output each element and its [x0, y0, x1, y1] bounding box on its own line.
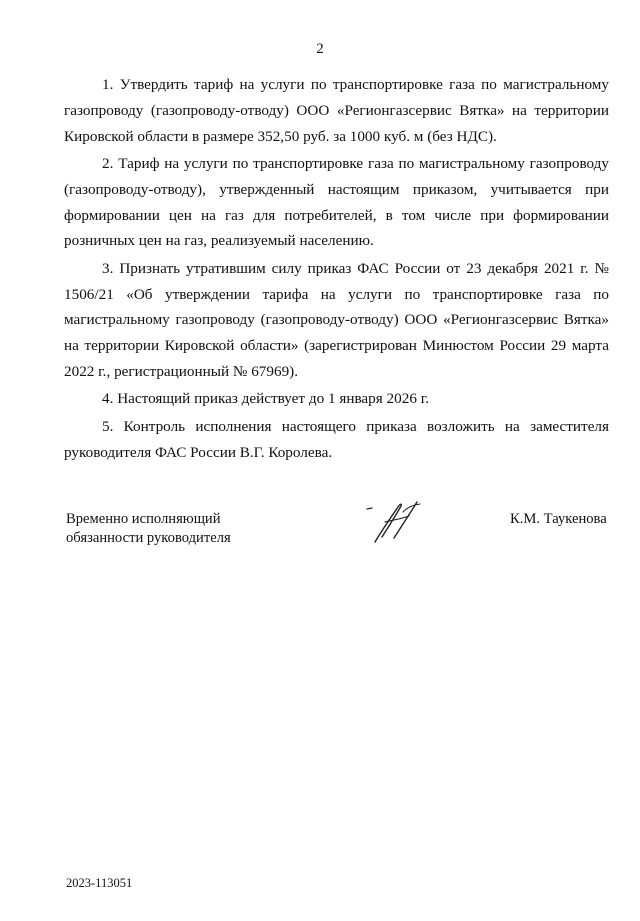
- page-number: 2: [316, 41, 324, 57]
- order-item-1: 1. Утвердить тариф на услуги по транспортировке газа по магистральному газопроводу (газопроводу-отводу) ООО «Регионгазсервис Вятка» на территории Кировской области в размере 352,50 руб. за 1000 куб. м (без НДС).: [64, 76, 609, 145]
- handwritten-signature-icon: [365, 498, 427, 548]
- signer-position-line-1: Временно исполняющий: [66, 511, 221, 527]
- order-item-4: 4. Настоящий приказ действует до 1 января 2026 г.: [102, 390, 430, 408]
- order-item-2: 2. Тариф на услуги по транспортировке газа по магистральному газопроводу (газопроводу-отводу), утвержденный настоящим приказом, учитывается при формировании цен на газ для потребителей, в том числе при формировании розничных цен на газ, реализуемый населению.: [64, 154, 609, 250]
- signer-position: [66, 510, 231, 548]
- signature-block: [0, 510, 640, 570]
- document-id: 2023-113051: [66, 876, 133, 890]
- signer-position-line-2: обязанности руководителя: [66, 530, 231, 546]
- signer-name: К.М. Таукенова: [510, 511, 607, 527]
- order-item-5: 5. Контроль исполнения настоящего приказа возложить на заместителя руководителя ФАС России В.Г. Королева.: [64, 417, 609, 461]
- order-body: [64, 72, 609, 467]
- order-item-3: 3. Признать утратившим силу приказ ФАС России от 23 декабря 2021 г. № 1506/21 «Об утверждении тарифа на услуги по транспортировке газа по магистральному газопроводу (газопроводу-отводу) ООО «Регионгазсервис Вятка» на территории Кировской области» (зарегистрирован Минюстом России 29 марта 2022 г., регистрационный № 67969).: [64, 259, 609, 380]
